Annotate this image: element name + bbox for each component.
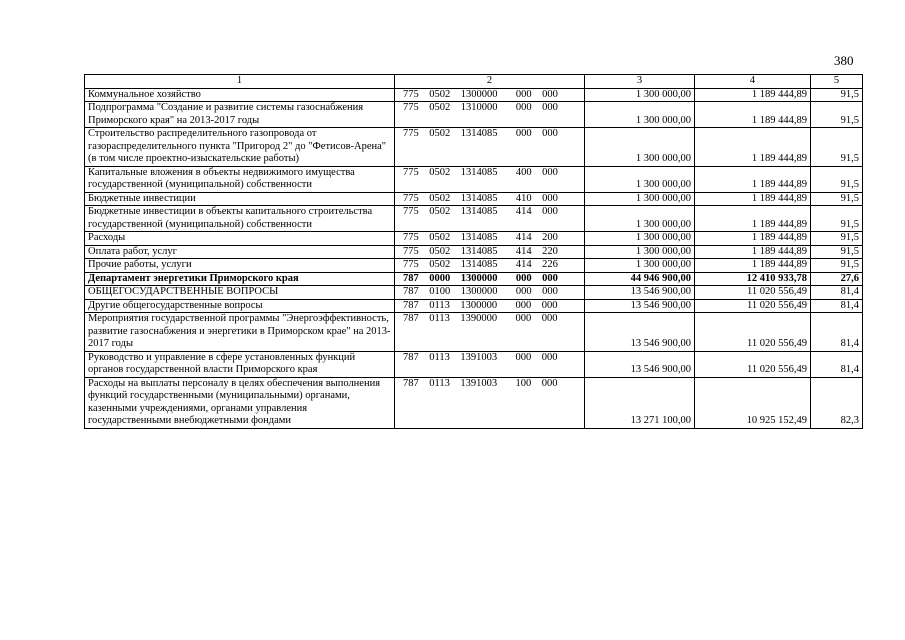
row-actual-cell: 1 189 444,89 [695, 192, 811, 206]
row-name-cell: Бюджетные инвестиции [85, 192, 395, 206]
row-actual-cell: 1 189 444,89 [695, 259, 811, 273]
header-col-1: 1 [85, 75, 395, 89]
row-name-cell: Расходы [85, 232, 395, 246]
row-name-cell: Коммунальное хозяйство [85, 88, 395, 102]
budget-table [84, 74, 863, 429]
table-row [85, 377, 863, 428]
row-name-cell: Департамент энергетики Приморского края [85, 272, 395, 286]
row-name-cell: Прочие работы, услуги [85, 259, 395, 273]
row-codes-cell: 775 0502 1314085 414 226 [395, 259, 585, 273]
row-codes-cell: 775 0502 1300000 000 000 [395, 88, 585, 102]
row-actual-cell: 11 020 556,49 [695, 286, 811, 300]
row-percent-cell: 91,5 [811, 166, 863, 192]
table-row [85, 299, 863, 313]
row-codes-cell: 775 0502 1314085 414 000 [395, 206, 585, 232]
row-percent-cell: 91,5 [811, 232, 863, 246]
row-planned-cell: 1 300 000,00 [585, 259, 695, 273]
row-actual-cell: 1 189 444,89 [695, 128, 811, 167]
row-percent-cell: 81,4 [811, 351, 863, 377]
row-codes-cell: 775 0502 1310000 000 000 [395, 102, 585, 128]
row-percent-cell: 91,5 [811, 192, 863, 206]
row-actual-cell: 1 189 444,89 [695, 88, 811, 102]
row-actual-cell: 12 410 933,78 [695, 272, 811, 286]
row-actual-cell: 11 020 556,49 [695, 313, 811, 352]
row-codes-cell: 775 0502 1314085 410 000 [395, 192, 585, 206]
row-planned-cell: 13 546 900,00 [585, 286, 695, 300]
table-row [85, 128, 863, 167]
row-actual-cell: 1 189 444,89 [695, 166, 811, 192]
table-row [85, 102, 863, 128]
row-name-cell: ОБЩЕГОСУДАРСТВЕННЫЕ ВОПРОСЫ [85, 286, 395, 300]
row-planned-cell: 44 946 900,00 [585, 272, 695, 286]
row-planned-cell: 13 546 900,00 [585, 313, 695, 352]
row-name-cell: Другие общегосударственные вопросы [85, 299, 395, 313]
row-percent-cell: 91,5 [811, 206, 863, 232]
row-percent-cell: 91,5 [811, 259, 863, 273]
table-row [85, 259, 863, 273]
row-actual-cell: 10 925 152,49 [695, 377, 811, 428]
row-name-cell: Мероприятия государственной программы "Энергоэффективность, развитие газоснабжения и энергетики в Приморском крае" на 2013-2017 годы [85, 313, 395, 352]
row-percent-cell: 91,5 [811, 102, 863, 128]
row-planned-cell: 13 271 100,00 [585, 377, 695, 428]
table-row [85, 192, 863, 206]
header-col-4: 4 [695, 75, 811, 89]
row-name-cell: Капитальные вложения в объекты недвижимого имущества государственной (муниципальной) собственности [85, 166, 395, 192]
row-actual-cell: 11 020 556,49 [695, 299, 811, 313]
header-col-5: 5 [811, 75, 863, 89]
row-codes-cell: 787 0113 1390000 000 000 [395, 313, 585, 352]
table-row [85, 166, 863, 192]
row-codes-cell: 775 0502 1314085 414 200 [395, 232, 585, 246]
row-planned-cell: 1 300 000,00 [585, 88, 695, 102]
row-codes-cell: 787 0100 1300000 000 000 [395, 286, 585, 300]
table-row [85, 313, 863, 352]
row-percent-cell: 91,5 [811, 128, 863, 167]
header-col-2: 2 [395, 75, 585, 89]
page-number: 380 [834, 53, 854, 68]
row-actual-cell: 1 189 444,89 [695, 245, 811, 259]
row-percent-cell: 81,4 [811, 299, 863, 313]
row-actual-cell: 1 189 444,89 [695, 206, 811, 232]
row-codes-cell: 787 0113 1391003 000 000 [395, 351, 585, 377]
row-actual-cell: 1 189 444,89 [695, 232, 811, 246]
row-percent-cell: 91,5 [811, 88, 863, 102]
row-codes-cell: 775 0502 1314085 414 220 [395, 245, 585, 259]
row-name-cell: Оплата работ, услуг [85, 245, 395, 259]
row-planned-cell: 1 300 000,00 [585, 102, 695, 128]
row-percent-cell: 81,4 [811, 313, 863, 352]
row-percent-cell: 82,3 [811, 377, 863, 428]
row-codes-cell: 775 0502 1314085 400 000 [395, 166, 585, 192]
row-planned-cell: 13 546 900,00 [585, 299, 695, 313]
row-codes-cell: 787 0000 1300000 000 000 [395, 272, 585, 286]
table-row [85, 286, 863, 300]
row-planned-cell: 1 300 000,00 [585, 245, 695, 259]
table-header-row [85, 75, 863, 89]
row-name-cell: Расходы на выплаты персоналу в целях обеспечения выполнения функций государственными (муниципальными) органами, казенными учреждениями, органами управления государственными внебюджетными фондами [85, 377, 395, 428]
table-row [85, 232, 863, 246]
row-codes-cell: 787 0113 1391003 100 000 [395, 377, 585, 428]
row-name-cell: Подпрограмма "Создание и развитие системы газоснабжения Приморского края" на 2013-2017 годы [85, 102, 395, 128]
table-row [85, 245, 863, 259]
row-codes-cell: 787 0113 1300000 000 000 [395, 299, 585, 313]
row-percent-cell: 91,5 [811, 245, 863, 259]
row-planned-cell: 1 300 000,00 [585, 206, 695, 232]
row-codes-cell: 775 0502 1314085 000 000 [395, 128, 585, 167]
row-name-cell: Руководство и управление в сфере установленных функций органов государственной власти Приморского края [85, 351, 395, 377]
row-actual-cell: 1 189 444,89 [695, 102, 811, 128]
row-planned-cell: 1 300 000,00 [585, 166, 695, 192]
table-row [85, 88, 863, 102]
row-planned-cell: 13 546 900,00 [585, 351, 695, 377]
row-name-cell: Строительство распределительного газопровода от газораспределительного пункта "Пригород 2" до "Фетисов-Арена" (в том числе проектно-изыскательские работы) [85, 128, 395, 167]
row-name-cell: Бюджетные инвестиции в объекты капитального строительства государственной (муниципальной) собственности [85, 206, 395, 232]
table-row [85, 272, 863, 286]
table-row [85, 206, 863, 232]
row-planned-cell: 1 300 000,00 [585, 232, 695, 246]
header-col-3: 3 [585, 75, 695, 89]
row-planned-cell: 1 300 000,00 [585, 192, 695, 206]
row-percent-cell: 27,6 [811, 272, 863, 286]
row-actual-cell: 11 020 556,49 [695, 351, 811, 377]
row-percent-cell: 81,4 [811, 286, 863, 300]
table-row [85, 351, 863, 377]
row-planned-cell: 1 300 000,00 [585, 128, 695, 167]
